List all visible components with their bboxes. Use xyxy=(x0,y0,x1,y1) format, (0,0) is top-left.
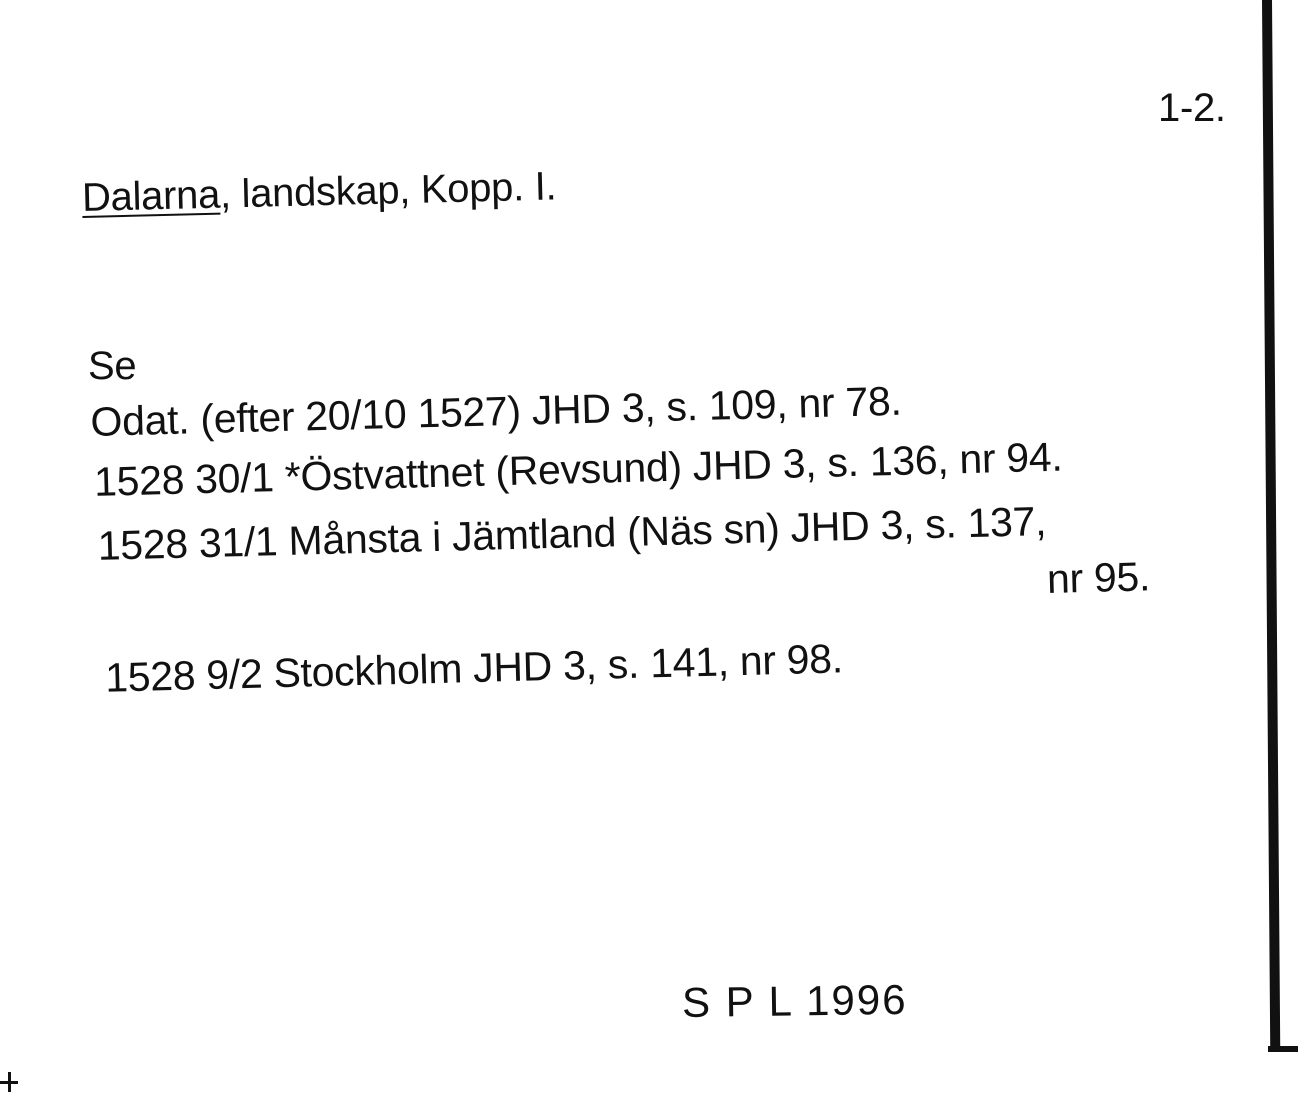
reference-entry: 1528 31/1 Månsta i Jämtland (Näs sn) JHD 3, s. 137, xyxy=(97,498,1047,569)
see-label: Se xyxy=(88,344,137,388)
signature: S P L 1996 xyxy=(681,975,908,1026)
reference-entry: Odat. (efter 20/10 1527) JHD 3, s. 109, nr 78. xyxy=(89,377,903,445)
reference-entry-continuation: nr 95. xyxy=(1046,553,1151,603)
card-border-tick xyxy=(1268,1046,1298,1052)
card-heading xyxy=(82,166,557,218)
reference-entry: 1528 30/1 *Östvattnet (Revsund) JHD 3, s. 136, nr 94. xyxy=(93,433,1063,505)
crop-mark-icon xyxy=(0,1072,18,1092)
reference-entry: 1528 9/2 Stockholm JHD 3, s. 141, nr 98. xyxy=(104,635,844,701)
card-right-border xyxy=(1262,0,1280,1052)
card-number: 1-2. xyxy=(1158,86,1226,130)
heading-subject: Dalarna xyxy=(81,172,221,220)
heading-rest: , landskap, Kopp. I. xyxy=(219,164,557,217)
